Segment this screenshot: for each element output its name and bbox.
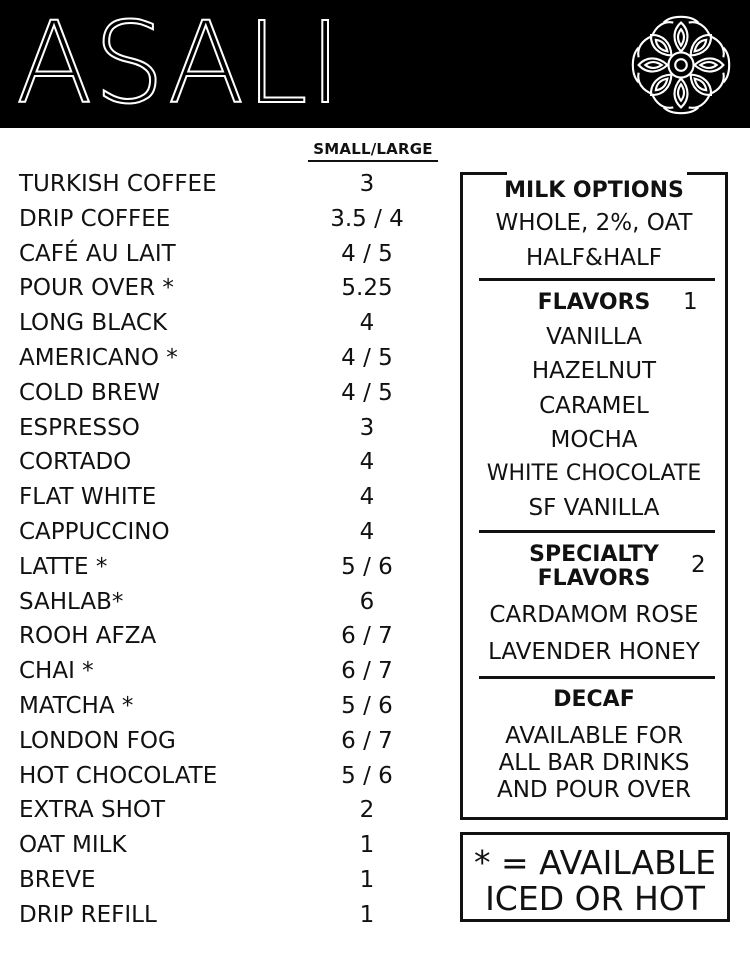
menu-item-price: 4 [359, 310, 375, 337]
menu-row [0, 793, 440, 828]
menu-item-name: LATTE * [19, 553, 108, 580]
menu-item-price: 1 [359, 866, 375, 893]
availability-note [460, 832, 730, 922]
flavor-item: HAZELNUT [531, 358, 657, 384]
note-line: * = AVAILABLE [474, 843, 716, 882]
flavor-item: VANILLA [546, 324, 642, 350]
flavor-item: SF VANILLA [528, 495, 660, 521]
menu-item-price: 5 / 6 [341, 692, 393, 719]
flavors-title: FLAVORS [537, 290, 651, 315]
size-column-heading: SMALL/LARGE [308, 140, 438, 162]
menu-item-price: 4 [359, 518, 375, 545]
drink-menu-list [0, 167, 440, 933]
menu-row [0, 341, 440, 376]
menu-item-price: 6 / 7 [341, 623, 393, 650]
menu-row [0, 202, 440, 237]
menu-item-name: AMERICANO * [19, 344, 178, 371]
menu-row [0, 759, 440, 794]
menu-row [0, 411, 440, 446]
menu-row [0, 376, 440, 411]
menu-item-price: 4 / 5 [341, 240, 393, 267]
menu-item-price: 4 [359, 484, 375, 511]
specialty-flavor-item: LAVENDER HONEY [488, 639, 700, 665]
menu-row [0, 167, 440, 202]
divider [479, 278, 715, 281]
menu-row [0, 550, 440, 585]
milk-option-line: HALF&HALF [525, 245, 663, 271]
flavor-item: MOCHA [550, 427, 638, 453]
menu-item-name: FLAT WHITE [19, 484, 157, 511]
decaf-line: AVAILABLE FOR [505, 723, 683, 749]
menu-row [0, 898, 440, 933]
decaf-line: AND POUR OVER [496, 777, 691, 803]
menu-item-price: 4 / 5 [341, 344, 393, 371]
menu-item-price: 4 / 5 [341, 379, 393, 406]
brand-name: ASALI [16, 0, 343, 129]
flavor-item: CARAMEL [539, 393, 649, 419]
menu-item-name: ROOH AFZA [19, 623, 157, 650]
menu-item-name: LONDON FOG [19, 727, 176, 754]
menu-row [0, 863, 440, 898]
menu-item-price: 6 [359, 588, 375, 615]
divider [479, 530, 715, 533]
milk-options-title: MILK OPTIONS [504, 178, 684, 203]
menu-item-name: TURKISH COFFEE [19, 171, 217, 197]
menu-item-name: LONG BLACK [19, 310, 168, 337]
menu-row [0, 515, 440, 550]
menu-row [0, 480, 440, 515]
menu-row [0, 689, 440, 724]
menu-item-name: CAFÉ AU LAIT [19, 240, 176, 267]
specialty-flavors-title: SPECIALTY FLAVORS [529, 542, 659, 591]
menu-item-price: 2 [359, 797, 375, 824]
decaf-line: ALL BAR DRINKS [498, 750, 690, 776]
menu-item-price: 3 [359, 414, 375, 441]
menu-item-name: HOT CHOCOLATE [19, 762, 218, 789]
flavor-item: WHITE CHOCOLATE [486, 461, 702, 486]
mandala-logo-icon [628, 12, 734, 118]
menu-item-name: POUR OVER * [19, 275, 174, 302]
menu-item-name: EXTRA SHOT [19, 797, 166, 824]
menu-item-name: CORTADO [19, 449, 132, 476]
menu-item-name: OAT MILK [19, 832, 127, 859]
menu-item-name: COLD BREW [19, 379, 161, 406]
menu-item-price: 6 / 7 [341, 727, 393, 754]
menu-row [0, 271, 440, 306]
menu-item-price: 1 [359, 832, 375, 859]
note-line: ICED OR HOT [485, 879, 705, 918]
menu-item-price: 5 / 6 [341, 553, 393, 580]
menu-item-name: DRIP REFILL [19, 901, 157, 928]
milk-option-line: WHOLE, 2%, OAT [495, 210, 693, 236]
menu-row [0, 585, 440, 620]
menu-row [0, 724, 440, 759]
menu-item-name: ESPRESSO [19, 414, 140, 441]
header-bar [0, 0, 750, 128]
divider [479, 676, 715, 679]
menu-row [0, 828, 440, 863]
menu-item-name: CAPPUCCINO [19, 518, 170, 545]
menu-row [0, 237, 440, 272]
options-panel [460, 172, 728, 820]
flavors-price: 1 [683, 289, 698, 315]
menu-item-name: DRIP COFFEE [19, 205, 171, 232]
menu-item-name: CHAI * [19, 658, 94, 685]
menu-item-price: 5 / 6 [341, 762, 393, 789]
menu-item-name: SAHLAB* [19, 588, 124, 615]
menu-item-price: 1 [359, 901, 375, 928]
specialty-flavors-price: 2 [691, 552, 706, 578]
menu-row [0, 619, 440, 654]
menu-row [0, 306, 440, 341]
menu-item-name: MATCHA * [19, 692, 134, 719]
menu-row [0, 654, 440, 689]
menu-item-price: 3 [359, 171, 375, 197]
menu-item-price: 3.5 / 4 [330, 205, 404, 232]
menu-item-name: BREVE [19, 866, 96, 893]
menu-item-price: 4 [359, 449, 375, 476]
menu-item-price: 6 / 7 [341, 658, 393, 685]
menu-row [0, 445, 440, 480]
decaf-title: DECAF [553, 687, 635, 712]
menu-item-price: 5.25 [341, 275, 393, 302]
specialty-flavor-item: CARDAMOM ROSE [489, 602, 699, 628]
